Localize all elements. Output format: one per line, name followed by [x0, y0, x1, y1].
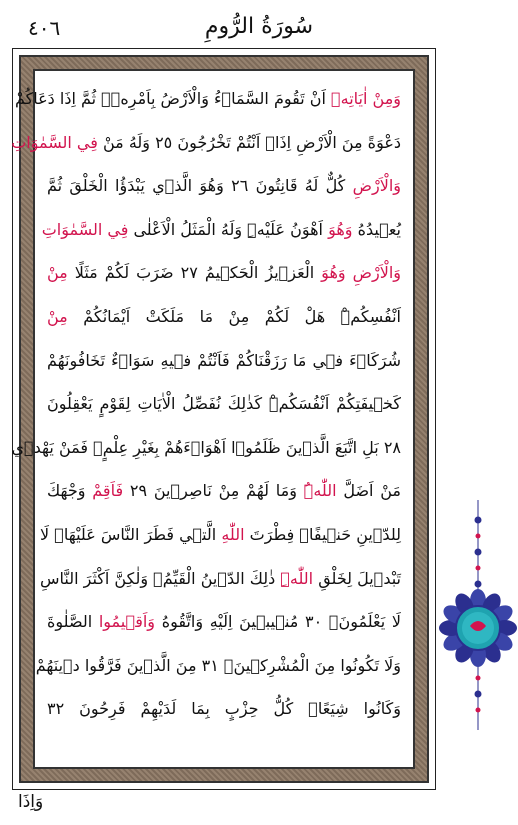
verse-text: مَنْ اَضَلَّ	[336, 481, 401, 501]
verse-text: الَّت۪ي فَطَرَ النَّاسَ عَلَيْهَاۜ لَا	[40, 524, 222, 544]
verse-text: لَا يَعْلَمُونَۗ ٣٠ مُن۪يب۪ينَ اِلَيْهِ وَاتَّقُوهُ	[155, 612, 401, 632]
verse-text: وَكَانُوا شِيَعًاۜ كُلُّ حِزْبٍ بِمَا لَدَيْهِمْ فَرِحُونَ ٣٢	[47, 699, 401, 719]
verse-line	[39, 557, 401, 601]
verse-text: كُلٌّ لَهُ قَانِتُونَ ٢٦ وَهُوَ الَّذ۪ي يَبْدَؤُا الْخَلْقَ ثُمَّ	[47, 176, 353, 196]
verse-line	[35, 644, 401, 688]
verse-text: وَمَا لَهُمْ مِنْ نَاصِر۪ينَ ٢٩	[123, 481, 304, 501]
surah-title: سُورَةُ الرُّومِ	[204, 14, 314, 39]
verse-text: يُع۪يدُهُ	[352, 219, 401, 239]
verse-text: تَبْد۪يلَ لِخَلْقِ	[313, 568, 401, 588]
highlighted-word: فِي السَّمٰوَاتِ	[11, 132, 98, 152]
verse-line	[47, 382, 401, 426]
highlighted-word: اللّٰهِۜ	[280, 568, 314, 588]
highlighted-word: وَاَق۪يمُوا	[98, 612, 156, 632]
verse-line	[47, 687, 401, 731]
highlighted-word: وَهُوَ	[328, 219, 353, 239]
verse-line	[11, 121, 401, 165]
verse-text: وَلَا تَكُونُوا مِنَ الْمُشْرِك۪ينَۙ ٣١ مِنَ الَّذ۪ينَ فَرَّقُوا د۪ينَهُمْ	[35, 655, 401, 675]
verse-text: اَنْفُسِكُمْۜ هَلْ لَكُمْ مِنْ مَا مَلَكَتْ اَيْمَانُكُمْ	[67, 306, 401, 326]
verse-text: دَعْوَةً مِنَ الْاَرْضِ اِذَاۤ اَنْتُمْ تَخْرُجُونَ ٢٥ وَلَهُ مَنْ	[97, 132, 401, 152]
verse-line	[47, 295, 401, 339]
verse-text: شُرَكَاۤءَ ف۪ي مَا رَزَقْنَاكُمْ فَاَنْتُمْ ف۪يهِ سَوَاۤءٌ تَخَافُونَهُمْ	[47, 350, 401, 370]
verse-line	[47, 339, 401, 383]
catchword: وَاِذَا	[18, 792, 44, 812]
page-frame	[12, 48, 436, 790]
highlighted-word: وَالْاَرْضِ وَهُوَ	[321, 263, 401, 283]
verse-text: كَخ۪يفَتِكُمْ اَنْفُسَكُمْۜ كَذٰلِكَ نُفَصِّلُ الْاٰيَاتِ لِقَوْمٍ يَعْقِلُونَ	[47, 394, 401, 414]
verse-text: اَنْ تَقُومَ السَّمَاۤءُ وَالْاَرْضُ بِاَمْرِهٖۜ ثُمَّ اِذَا دَعَاكُمْ	[14, 89, 332, 108]
verse-text: الصَّلٰوةَ	[47, 612, 99, 632]
verse-line	[47, 469, 401, 513]
highlighted-word: مِنْ	[47, 306, 68, 326]
verse-line	[11, 426, 401, 470]
highlighted-word: اللّٰهِ	[221, 524, 245, 544]
text-panel	[11, 69, 415, 769]
verse-line	[14, 77, 401, 121]
verse-line	[40, 513, 401, 557]
verse-line	[41, 208, 401, 252]
verse-line	[47, 600, 401, 644]
page-header	[0, 10, 518, 46]
highlighted-word: وَمِنْ اٰيَاتِهٖ	[331, 89, 401, 108]
verse-text: ذٰلِكَ الدّ۪ينُ الْقَيِّمُۙ وَلٰكِنَّ اَكْثَرَ النَّاسِ	[39, 568, 281, 588]
verse-text: وَجْهَكَ	[47, 481, 93, 501]
highlighted-word: اللّٰهُۜ	[303, 481, 337, 501]
hizb-marker-icon	[432, 500, 518, 730]
verse-lines	[11, 77, 401, 731]
verse-line	[47, 251, 401, 295]
highlighted-word: فَاَقِمْ	[92, 481, 124, 501]
highlighted-word: مِنْ	[47, 263, 68, 283]
page-number: ٤٠٦	[28, 16, 61, 40]
verse-line	[47, 164, 401, 208]
verse-text: اَهْوَنُ عَلَيْهِۜ وَلَهُ الْمَثَلُ الْاَعْلٰى	[128, 219, 329, 239]
verse-text: لِلدّ۪ينِ حَن۪يفًاۜ فِطْرَتَ	[244, 524, 401, 544]
verse-text: الْعَز۪يزُ الْحَك۪يمُ ٢٧ ضَرَبَ لَكُمْ مَثَلًا	[67, 263, 322, 283]
highlighted-word: فِي السَّمٰوَاتِ	[41, 219, 129, 239]
highlighted-word: وَالْاَرْضِ	[352, 176, 401, 196]
verse-text: ٢٨ بَلِ اتَّبَعَ الَّذ۪ينَ ظَلَمُوۤا اَهْوَاۤءَهُمْ بِغَيْرِ عِلْمٍۚ فَمَنْ يَهْد۪ي	[11, 437, 401, 457]
